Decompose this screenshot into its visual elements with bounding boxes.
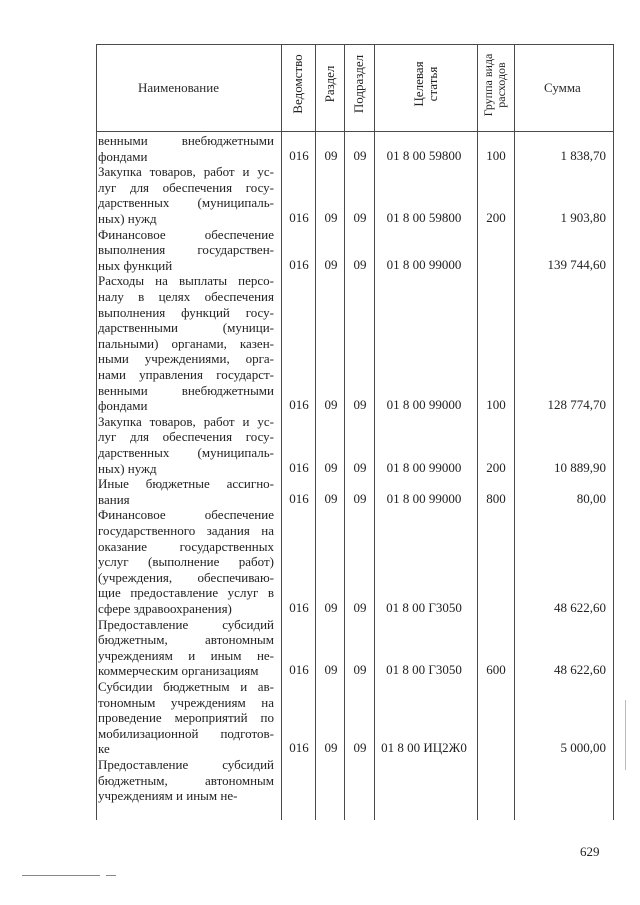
vedomstvo-cell: 016 <box>289 210 309 225</box>
row-name-line: ных) нужд <box>98 460 157 476</box>
header-gruppa-vida-raskhodov: Группа вида расходов <box>481 53 508 117</box>
podrazdel-cell: 09 <box>353 600 367 615</box>
header-bottom-line <box>96 131 614 132</box>
podrazdel-cell: 09 <box>353 147 367 163</box>
row-name-line: луг для обеспечения госу- <box>98 429 274 445</box>
razdel-cell: 09 <box>324 740 338 756</box>
row-name-line: учреждениям и иным не- <box>98 647 274 663</box>
row-name-line: пальными) органами, казен- <box>98 335 274 351</box>
row-name-line: проведение мероприятий по <box>98 710 274 726</box>
row-name <box>98 227 274 274</box>
row-name-line: сфере здравоохранения) <box>98 600 232 616</box>
row-name <box>98 507 274 616</box>
celevaya-statya-cell: 01 8 00 59800 <box>386 147 462 163</box>
vedomstvo-cell: 016 <box>289 600 309 615</box>
row-name-line: Предоставление субсидий <box>98 757 274 772</box>
row-name-line: Субсидии бюджетным и ав- <box>98 679 274 694</box>
row-name-line: вания <box>98 491 130 507</box>
podrazdel-cell: 09 <box>353 740 367 756</box>
row-name-line: Предоставление субсидий <box>98 616 274 632</box>
row-name-line: государственного задания на <box>98 522 274 538</box>
row-name-line: (учреждения, обеспечиваю- <box>98 569 274 585</box>
celevaya-statya-cell: 01 8 00 99000 <box>386 490 462 506</box>
scan-mark <box>22 875 100 876</box>
row-name-line: услуг (выполнение работ) <box>98 554 274 570</box>
summa-cell: 128 774,70 <box>547 397 606 413</box>
row-name <box>98 757 274 804</box>
gruppa-cell: 200 <box>486 210 506 225</box>
row-name-line: Закупка товаров, работ и ус- <box>98 164 274 180</box>
row-name-line: бюджетным, автономным <box>98 772 274 788</box>
row-name <box>98 133 274 164</box>
row-name-line: дарственными (муници- <box>98 320 274 336</box>
row-name-line: Финансовое обеспечение <box>98 507 274 523</box>
summa-cell: 1 903,80 <box>560 210 606 225</box>
razdel-cell: 09 <box>324 147 338 163</box>
summa-cell: 5 000,00 <box>560 740 606 756</box>
gruppa-cell: 200 <box>486 459 506 475</box>
page-number: 629 <box>580 844 600 859</box>
row-name-line: выполнения государствен- <box>98 242 274 258</box>
header-name: Наименование <box>138 80 219 95</box>
row-name-line: венными внебюджетными <box>98 382 274 398</box>
razdel-cell: 09 <box>324 490 338 506</box>
gruppa-cell: 100 <box>486 147 506 163</box>
vedomstvo-cell: 016 <box>289 397 309 413</box>
summa-cell: 1 838,70 <box>560 147 606 163</box>
row-name-line: Расходы на выплаты персо- <box>98 273 274 289</box>
row-name-line: коммерческим организациям <box>98 663 259 679</box>
summa-cell: 48 622,60 <box>554 600 606 615</box>
row-name-line: Иные бюджетные ассигно- <box>98 476 274 492</box>
row-name-line: ных функций <box>98 257 173 273</box>
razdel-cell: 09 <box>324 256 338 272</box>
vedomstvo-cell: 016 <box>289 662 309 678</box>
razdel-cell: 09 <box>324 459 338 475</box>
podrazdel-cell: 09 <box>353 662 367 678</box>
celevaya-statya-cell: 01 8 00 59800 <box>386 210 462 225</box>
row-name <box>98 164 274 226</box>
summa-cell: 139 744,60 <box>547 256 606 272</box>
vedomstvo-cell: 016 <box>289 147 309 163</box>
summa-cell: 10 889,90 <box>554 459 606 475</box>
row-name-line: бюджетным, автономным <box>98 632 274 648</box>
row-name-line: учреждениям и иным не- <box>98 788 238 804</box>
row-name <box>98 476 274 507</box>
gruppa-cell: 800 <box>486 490 506 506</box>
row-name-line: фондами <box>98 398 148 414</box>
row-name-line: ке <box>98 741 110 757</box>
row-name <box>98 273 274 413</box>
row-name <box>98 679 274 757</box>
header-vedomstvo: Ведомство <box>290 54 305 114</box>
row-name-line: оказание государственных <box>98 538 274 554</box>
column-divider <box>281 44 282 820</box>
row-name-line: дарственных (муниципаль- <box>98 195 274 211</box>
row-name-line: щие предоставление услуг в <box>98 585 274 601</box>
razdel-cell: 09 <box>324 210 338 225</box>
row-name-line: ными учреждениями, орга- <box>98 351 274 367</box>
scan-mark <box>625 700 626 770</box>
row-name <box>98 617 274 679</box>
podrazdel-cell: 09 <box>353 459 367 475</box>
celevaya-statya-cell: 01 8 00 Г3050 <box>386 600 462 615</box>
row-name-line: дарственных (муниципаль- <box>98 444 274 460</box>
header-celevaya-statya: Целевая статья <box>411 61 440 107</box>
column-divider <box>344 44 345 820</box>
celevaya-statya-cell: 01 8 00 99000 <box>386 459 462 475</box>
header-podrazdel: Подраздел <box>351 54 366 114</box>
vedomstvo-cell: 016 <box>289 740 309 756</box>
row-name-line: венными внебюджетными <box>98 133 274 148</box>
celevaya-statya-cell: 01 8 00 99000 <box>386 397 462 413</box>
vedomstvo-cell: 016 <box>289 490 309 506</box>
row-name-line: мобилизационной подготов- <box>98 725 274 741</box>
celevaya-statya-cell: 01 8 00 99000 <box>386 256 462 272</box>
razdel-cell: 09 <box>324 397 338 413</box>
table-border-left <box>96 44 97 820</box>
scan-mark <box>106 875 116 876</box>
row-name-line: налу в целях обеспечения <box>98 288 274 304</box>
celevaya-statya-cell: 01 8 00 ИЦ2Ж0 <box>381 740 467 756</box>
row-name-line: ных) нужд <box>98 210 157 226</box>
row-name-line: Закупка товаров, работ и ус- <box>98 413 274 429</box>
vedomstvo-cell: 016 <box>289 459 309 475</box>
header-razdel: Раздел <box>322 65 337 103</box>
row-name-line: луг для обеспечения госу- <box>98 179 274 195</box>
gruppa-cell: 100 <box>486 397 506 413</box>
razdel-cell: 09 <box>324 662 338 678</box>
row-name-line: нами управления государст- <box>98 366 274 382</box>
vedomstvo-cell: 016 <box>289 256 309 272</box>
row-name <box>98 414 274 476</box>
razdel-cell: 09 <box>324 600 338 615</box>
row-name-line: тономным учреждениям на <box>98 694 274 710</box>
column-divider <box>315 44 316 820</box>
header-summa: Сумма <box>544 80 581 95</box>
celevaya-statya-cell: 01 8 00 Г3050 <box>386 662 462 678</box>
summa-cell: 48 622,60 <box>554 662 606 678</box>
podrazdel-cell: 09 <box>353 490 367 506</box>
summa-cell: 80,00 <box>576 490 606 506</box>
row-name-line: Финансовое обеспечение <box>98 226 274 242</box>
podrazdel-cell: 09 <box>353 256 367 272</box>
table-border-right <box>613 44 614 820</box>
row-name-line: фондами <box>98 148 148 164</box>
podrazdel-cell: 09 <box>353 210 367 225</box>
gruppa-cell: 600 <box>486 662 506 678</box>
row-name-line: выполнения функций госу- <box>98 304 274 320</box>
podrazdel-cell: 09 <box>353 397 367 413</box>
